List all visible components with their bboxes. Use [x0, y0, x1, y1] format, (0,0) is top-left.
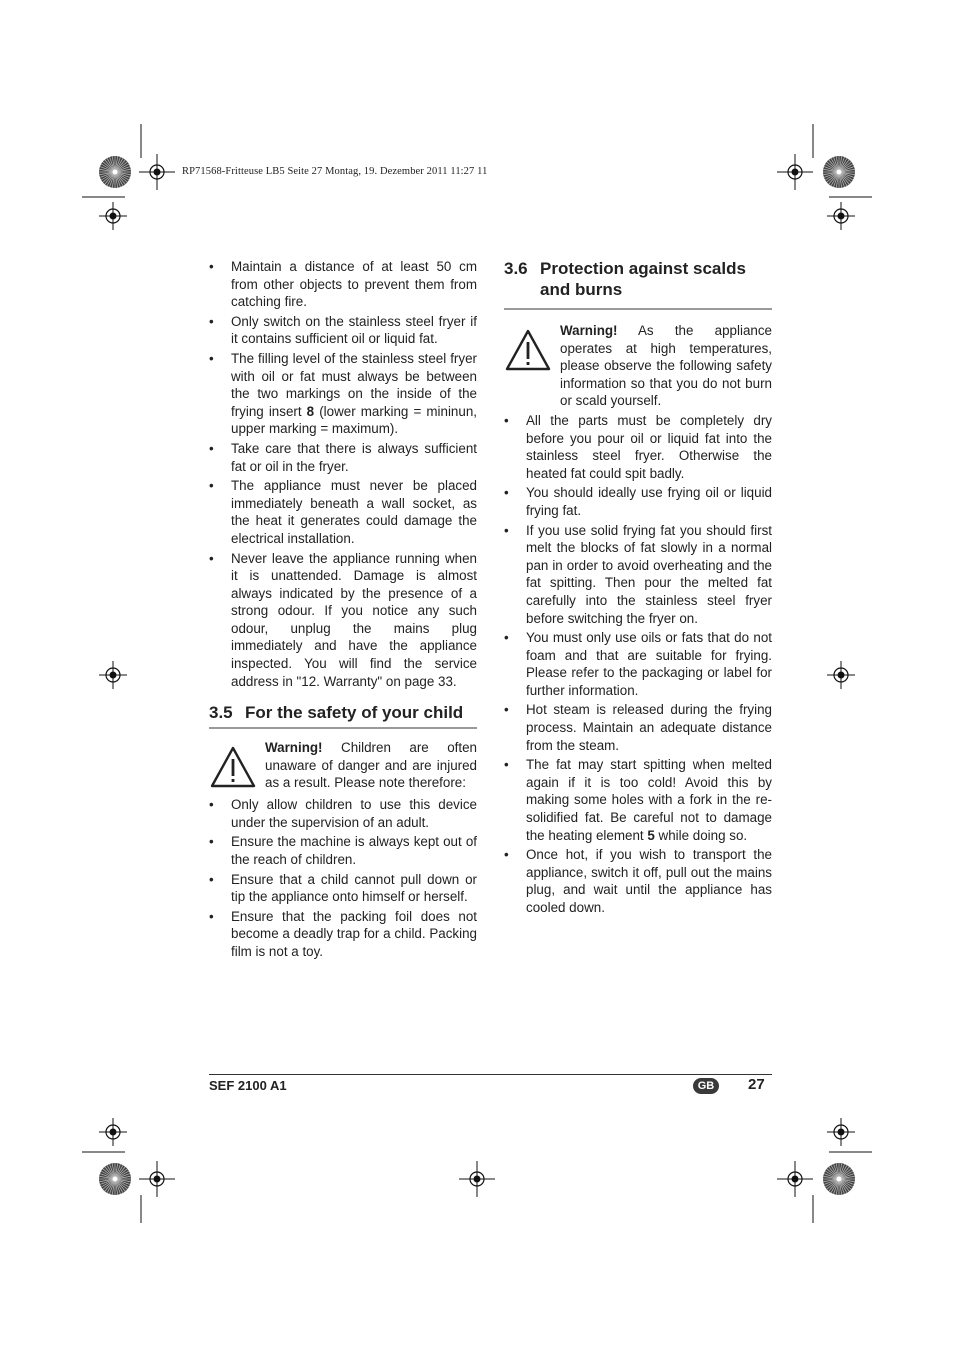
warning-box-child	[209, 739, 477, 794]
registration-mark-icon	[139, 154, 175, 190]
color-wheel-icon	[99, 156, 131, 188]
list-item: • Hot steam is released during the frying process. Maintain an adequate distance from the steam.	[504, 701, 772, 754]
list-item: • Take care that there is always sufficient fat or oil in the fryer.	[209, 440, 477, 475]
footer-rule	[209, 1074, 772, 1075]
warning-box-scalds	[504, 322, 772, 410]
heading	[209, 702, 477, 723]
heading	[504, 258, 772, 300]
list-item: • All the parts must be completely dry before you pour oil or liquid fat into the stainless steel fryer. Otherwise the heated fat could spit badly.	[504, 412, 772, 482]
section-number: 3.5	[209, 703, 233, 723]
list-item: • Ensure that a child cannot pull down or tip the appliance onto himself or herself.	[209, 871, 477, 906]
section-number: 3.6	[504, 259, 528, 278]
list-item: • Only switch on the stainless steel fryer if it contains sufficient oil or liquid fat.	[209, 313, 477, 348]
list-item: • Once hot, if you wish to transport the appliance, switch it off, pull out the mains plug, and wait until the appliance has cooled down.	[504, 846, 772, 916]
bullet-list-scalds	[504, 412, 772, 917]
section-title: Protection against scalds and burns	[540, 259, 746, 299]
registration-mark-icon	[777, 154, 813, 190]
language-badge: GB	[693, 1078, 719, 1094]
list-item: • If you use solid frying fat you should first melt the blocks of fat slowly in a normal pan in order to avoid overheating and the fat spitting. Then pour the melted fat carefully into the stainless steel fryer before switching the fryer on.	[504, 522, 772, 628]
registration-mark-icon	[99, 202, 127, 230]
color-wheel-icon	[823, 156, 855, 188]
color-wheel-icon	[99, 1163, 131, 1195]
warning-triangle-icon	[504, 322, 560, 410]
print-slug-line: RP71568-Fritteuse LB5 Seite 27 Montag, 19. Dezember 2011 11:27 11	[182, 166, 488, 177]
warning-body: As the appliance operates at high temperatures, please observe the following safety information so that you do not burn or scald yourself.	[560, 323, 772, 409]
registration-mark-icon	[827, 1118, 855, 1146]
registration-mark-icon	[777, 1161, 813, 1197]
list-item: • Ensure the machine is always kept out of the reach of children.	[209, 833, 477, 868]
registration-mark-icon	[827, 202, 855, 230]
registration-mark-icon	[99, 661, 127, 689]
footer-model: SEF 2100 A1	[209, 1078, 287, 1093]
section-heading-3-6	[504, 258, 772, 310]
section-heading-3-5	[209, 702, 477, 729]
list-item: • The fat may start spitting when melted again if it is too cold! Avoid this by making some holes with a fork in the re-solidified fat. Be careful not to damage the heating element 5 while doing so.	[504, 756, 772, 844]
registration-mark-icon	[139, 1161, 175, 1197]
list-item: • You should ideally use frying oil or liquid frying fat.	[504, 484, 772, 519]
right-column	[504, 258, 772, 919]
registration-mark-icon	[99, 1118, 127, 1146]
list-item: • You must only use oils or fats that do not foam and that are suitable for frying. Please refer to the packaging or label for further information.	[504, 629, 772, 699]
warning-text	[265, 739, 477, 794]
warning-label: Warning!	[560, 323, 618, 338]
list-item: • The appliance must never be placed immediately beneath a wall socket, as the heat it generates could damage the electrical installation.	[209, 477, 477, 547]
warning-label: Warning!	[265, 740, 323, 756]
registration-mark-icon	[459, 1161, 495, 1197]
page-number: 27	[748, 1076, 765, 1093]
bullet-list-general	[209, 258, 477, 690]
list-item: • Only allow children to use this device under the supervision of an adult.	[209, 796, 477, 831]
list-item: • The filling level of the stainless steel fryer with oil or fat must always be between the two markings on the inside of the frying insert 8 (lower marking = mininun, upper marking = maximum).	[209, 350, 477, 438]
registration-mark-icon	[827, 661, 855, 689]
list-item: • Ensure that the packing foil does not become a deadly trap for a child. Packing film is not a toy.	[209, 908, 477, 961]
warning-triangle-icon	[209, 739, 265, 794]
color-wheel-icon	[823, 1163, 855, 1195]
bullet-list-child-safety	[209, 796, 477, 960]
warning-body: Children are often unaware of danger and are injured as a result. Please note therefore:	[265, 740, 477, 791]
list-item: • Maintain a distance of at least 50 cm from other objects to prevent them from catching fire.	[209, 258, 477, 311]
list-item: • Never leave the appliance running when it is unattended. Damage is almost always indicated by the presence of a strong odour. If you notice any such odour, unplug the mains plug immediately and have the appliance inspected. You will find the service address in "12. Warranty" on page 33.	[209, 550, 477, 691]
warning-text	[560, 322, 772, 410]
left-column	[209, 258, 477, 963]
section-title: For the safety of your child	[245, 703, 464, 723]
